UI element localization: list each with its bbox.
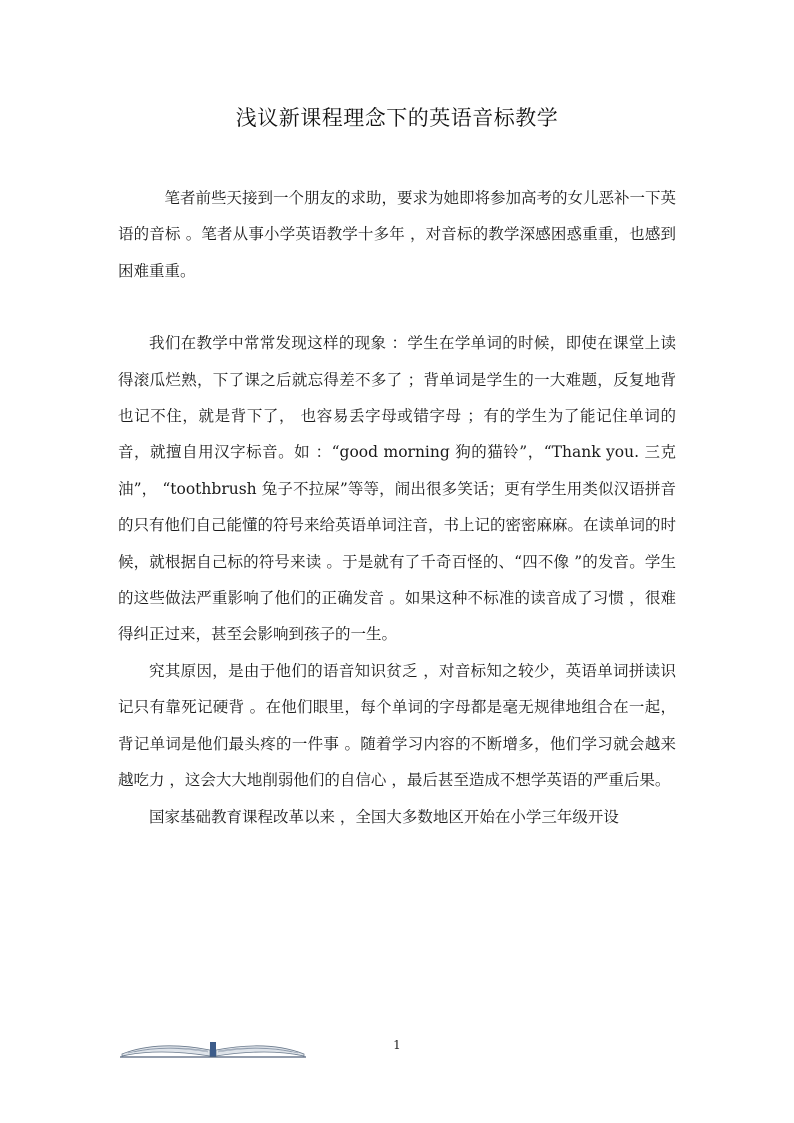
paragraph-2: 我们在教学中常常发现这样的现象 ：学生在学单词的时候，即使在课堂上读得滚瓜烂熟，下了课之后就忘得差不多了 ；背单词是学生的一大难题，反复地背也记不住，就是背下了， 也容易丢字母或错字母 ；有的学生为了能记住单词的音，就擅自用汉字标音。如 ：“good morning 狗的猫铃”，“Thank you. 三克油”， “toothbrush 兔子不拉屎”等等，闹出很多笑话；更有学生用类似汉语拼音的只有他们自己能懂的符号来给英语单词注音，书上记的密密麻麻。在读单词的时候，就根据自己标的符号来读 。于是就有了千奇百怪的、“四不像 ”的发音。学生的这些做法严重影响了他们的正确发音 。如果这种不标准的读音成了习惯 ，很难得纠正过来，甚至会影响到孩子的一生。 [118, 334, 677, 644]
paragraph-1: 笔者前些天接到一个朋友的求助，要求为她即将参加高考的女儿恶补一下英语的音标 。笔者从事小学英语教学十多年 ，对音标的教学深感困惑重重，也感到困难重重。 [118, 189, 677, 280]
paragraph-3: 究其原因，是由于他们的语音知识贫乏 ，对音标知之较少，英语单词拼读识记只有靠死记硬背 。在他们眼里，每个单词的字母都是毫无规律地组合在一起，背记单词是他们最头疼的一件事 。随着学习内容的不断增多，他们学习就会越来越吃力 ，这会大大地削弱他们的自信心 ，最后甚至造成不想学英语的严重后果。 [118, 661, 676, 790]
document-body [118, 180, 676, 835]
page-number: 1 [393, 1038, 401, 1052]
paragraph-spacer [118, 289, 676, 325]
document-title: 浅议新课程理念下的英语音标教学 [235, 106, 559, 130]
paragraph-4: 国家基础教育课程改革以来 ，全国大多数地区开始在小学三年级开设 [149, 807, 619, 826]
